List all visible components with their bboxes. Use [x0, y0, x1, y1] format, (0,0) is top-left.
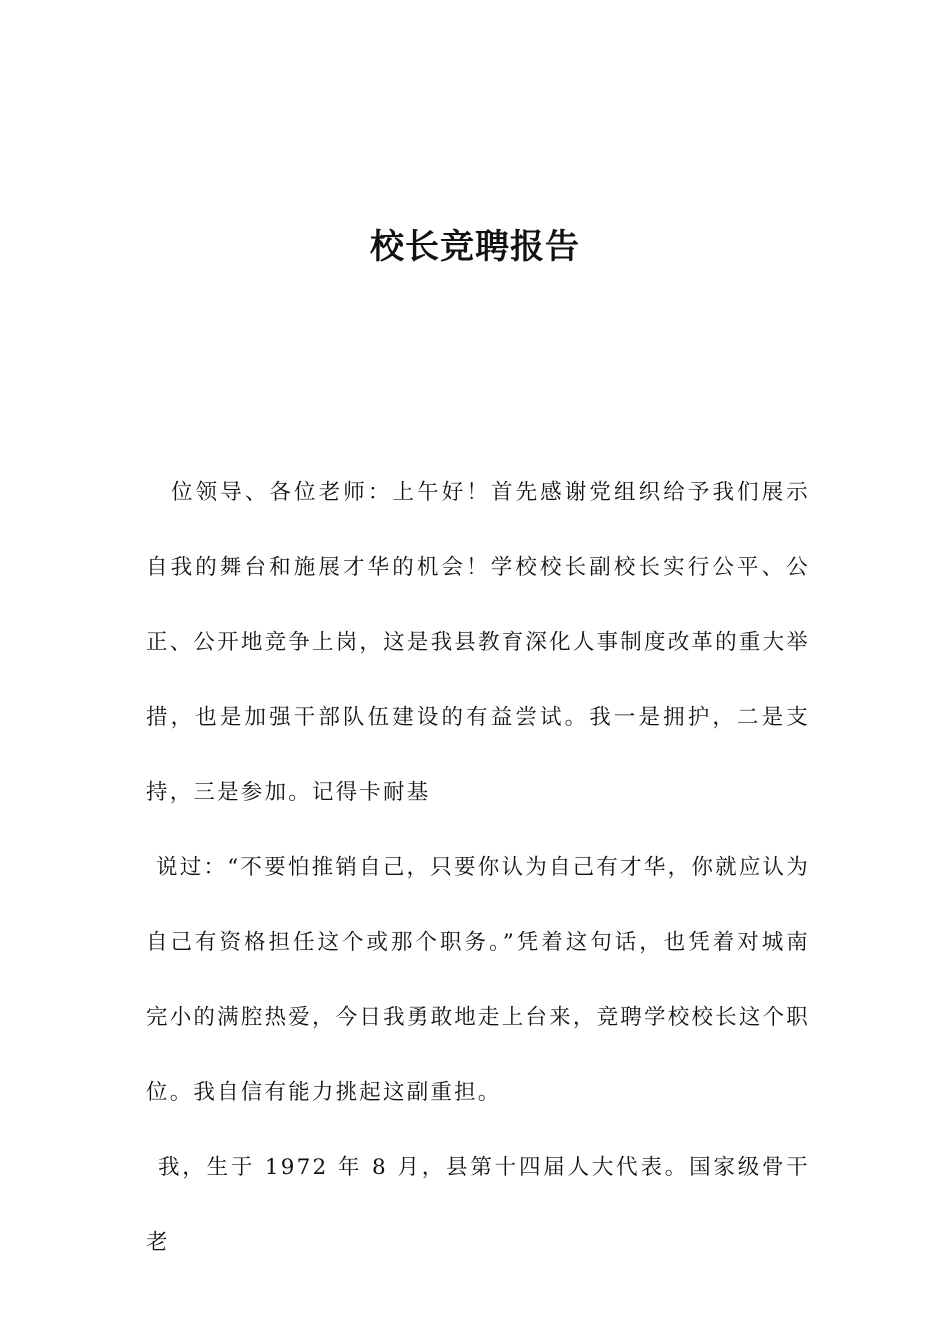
- paragraph-quote: 说过：“不要怕推销自己，只要你认为自己有才华，你就应认为自己有资格担任这个或那个职务。”凭着这句话，也凭着对城南完小的满腔热爱，今日我勇敢地走上台来，竞聘学校校长这个职位。我自信有能力挑起这副重担。: [146, 855, 810, 1105]
- paragraph-greeting: 位领导、各位老师：上午好！首先感谢党组织给予我们展示自我的舞台和施展才华的机会！学校校长副校长实行公平、公正、公开地竞争上岗，这是我县教育深化人事制度改革的重大举措，也是加强干部队伍建设的有益尝试。我一是拥护，二是支持，三是参加。记得卡耐基: [146, 480, 810, 805]
- paragraph-self-introduction: 我，生于 1972 年 8 月，县第十四届人大代表。国家级骨干老: [146, 1155, 810, 1255]
- document-title: 校长竞聘报告: [370, 227, 580, 267]
- document-body: [146, 455, 810, 1280]
